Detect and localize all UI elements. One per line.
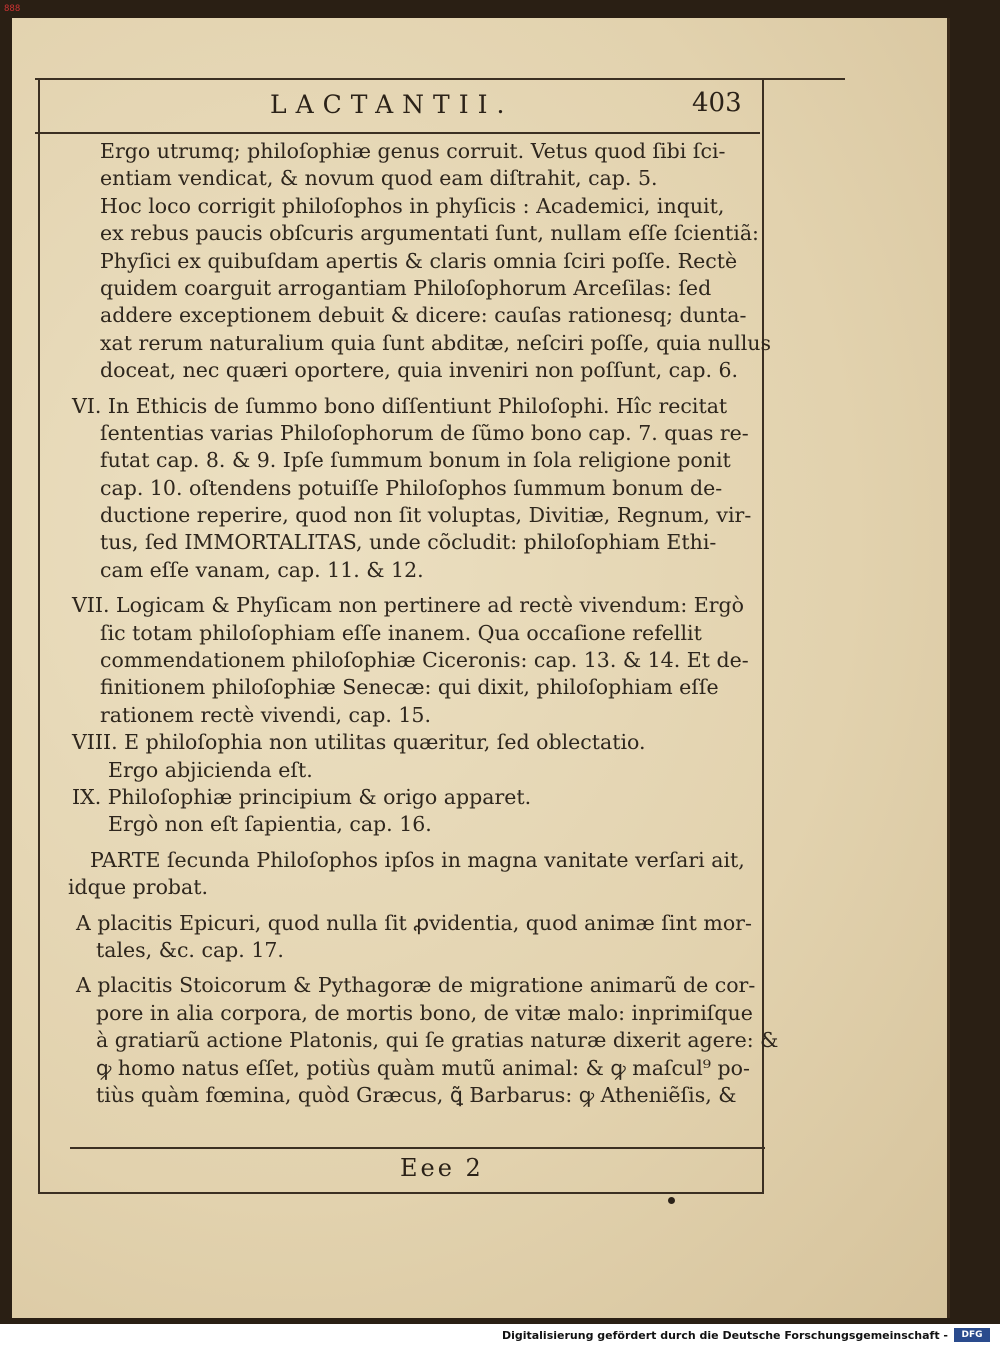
frame-rule-top <box>35 78 845 80</box>
text-line: tiùs quàm fœmina, quòd Græcus, ꝗ̃ Barbarus: ꝙ Atheniẽſis, & <box>96 1082 737 1107</box>
running-head: LACTANTII. <box>270 90 514 119</box>
page-number: 403 <box>692 88 742 118</box>
text-line: ductione reperire, quod non ſit voluptas, Divitiæ, Regnum, vir- <box>100 503 752 528</box>
text-line: VIII. E philoſophia non utilitas quæritur, ſed oblectatio. <box>72 730 646 755</box>
signature-mark: Eee 2 <box>400 1154 484 1182</box>
text-line: A placitis Stoicorum & Pythagoræ de migratione animarũ de cor- <box>76 973 756 998</box>
frame-rule-right <box>762 80 764 1192</box>
text-line: cam eſſe vanam, cap. 11. & 12. <box>100 557 424 582</box>
scan-mark: 888 <box>4 4 21 14</box>
text-line: futat cap. 8. & 9. Ipſe ſummum bonum in ſola religione ponit <box>100 448 731 473</box>
text-line: tus, ſed IMMORTALITAS, unde cõcludit: philoſophiam Ethi- <box>100 530 717 555</box>
text-line: quidem coarguit arrogantiam Philoſophorum Arceſilas: ſed <box>100 275 712 300</box>
text-line: tales, &c. cap. 17. <box>96 937 284 962</box>
text-line: Ergo abjicienda eſt. <box>108 757 313 782</box>
text-line: ſententias varias Philoſophorum de ſũmo bono cap. 7. quas re- <box>100 420 749 445</box>
text-line: ꝙ homo natus eſſet, potiùs quàm mutũ animal: & ꝙ maſcul⁹ po- <box>96 1055 750 1080</box>
text-line: PARTE ſecunda Philoſophos ipſos in magna vanitate verſari ait, <box>90 847 745 872</box>
text-line: idque probat. <box>68 875 209 900</box>
footer-credit: Digitalisierung gefördert durch die Deutsche Forschungsgemeinschaft - <box>501 1329 948 1342</box>
text-line: xat rerum naturalium quia ſunt abditæ, neſciri poſſe, quia nullus <box>100 330 772 355</box>
ink-dot <box>668 1197 675 1204</box>
text-line: A placitis Epicuri, quod nulla ſit ꝓvidentia, quod animæ ſint mor- <box>76 910 752 935</box>
text-line: Hoc loco corrigit philoſophos in phyſicis : Academici, inquit, <box>100 193 725 218</box>
text-line: doceat, nec quæri oportere, quia inveniri non poſſunt, cap. 6. <box>100 358 739 383</box>
text-line: Ergo utrumq; philoſophiæ genus corruit. Vetus quod ſibi ſci- <box>100 139 726 163</box>
frame-rule-bottom-outer <box>38 1192 764 1194</box>
text-line: addere exceptionem debuit & dicere: cauſas rationesq; dunta- <box>100 303 747 328</box>
text-line: Ergò non eſt ſapientia, cap. 16. <box>108 812 432 837</box>
text-line: ſic totam philoſophiam eſſe inanem. Qua occaſione refellit <box>100 620 702 645</box>
text-line: entiam vendicat, & novum quod eam diſtrahit, cap. 5. <box>100 166 658 191</box>
body-text <box>68 138 779 1109</box>
text-line: pore in alia corpora, de mortis bono, de vitæ malo: inprimiſque <box>96 1000 753 1025</box>
text-line: rationem rectè vivendi, cap. 15. <box>100 702 431 727</box>
text-line: cap. 10. oſtendens potuiſſe Philoſophos ſummum bonum de- <box>100 475 723 500</box>
text-line: à gratiarũ actione Platonis, qui ſe gratias naturæ dixerit agere: & <box>96 1028 779 1053</box>
footer-bar <box>0 1324 1000 1349</box>
frame-rule-bottom <box>70 1147 765 1149</box>
text-line: IX. Philoſophiæ principium & origo apparet. <box>72 784 532 809</box>
frame-rule-header <box>35 132 760 134</box>
dfg-logo: DFG <box>954 1328 990 1342</box>
text-line: commendationem philoſophiæ Ciceronis: cap. 13. & 14. Et de- <box>100 648 749 673</box>
frame-rule-left <box>38 80 40 1192</box>
text-line: ex rebus paucis obſcuris argumentati ſunt, nullam eſſe ſcientiã: <box>100 221 759 246</box>
text-line: Phyſici ex quibuſdam apertis & claris omnia ſciri poſſe. Rectè <box>100 248 738 273</box>
text-line: VII. Logicam & Phyſicam non pertinere ad rectè vivendum: Ergò <box>72 593 744 618</box>
text-line: VI. In Ethicis de ſummo bono diſſentiunt Philoſophi. Hîc recitat <box>72 393 728 418</box>
text-line: finitionem philoſophiæ Senecæ: qui dixit, philoſophiam eſſe <box>100 675 719 700</box>
